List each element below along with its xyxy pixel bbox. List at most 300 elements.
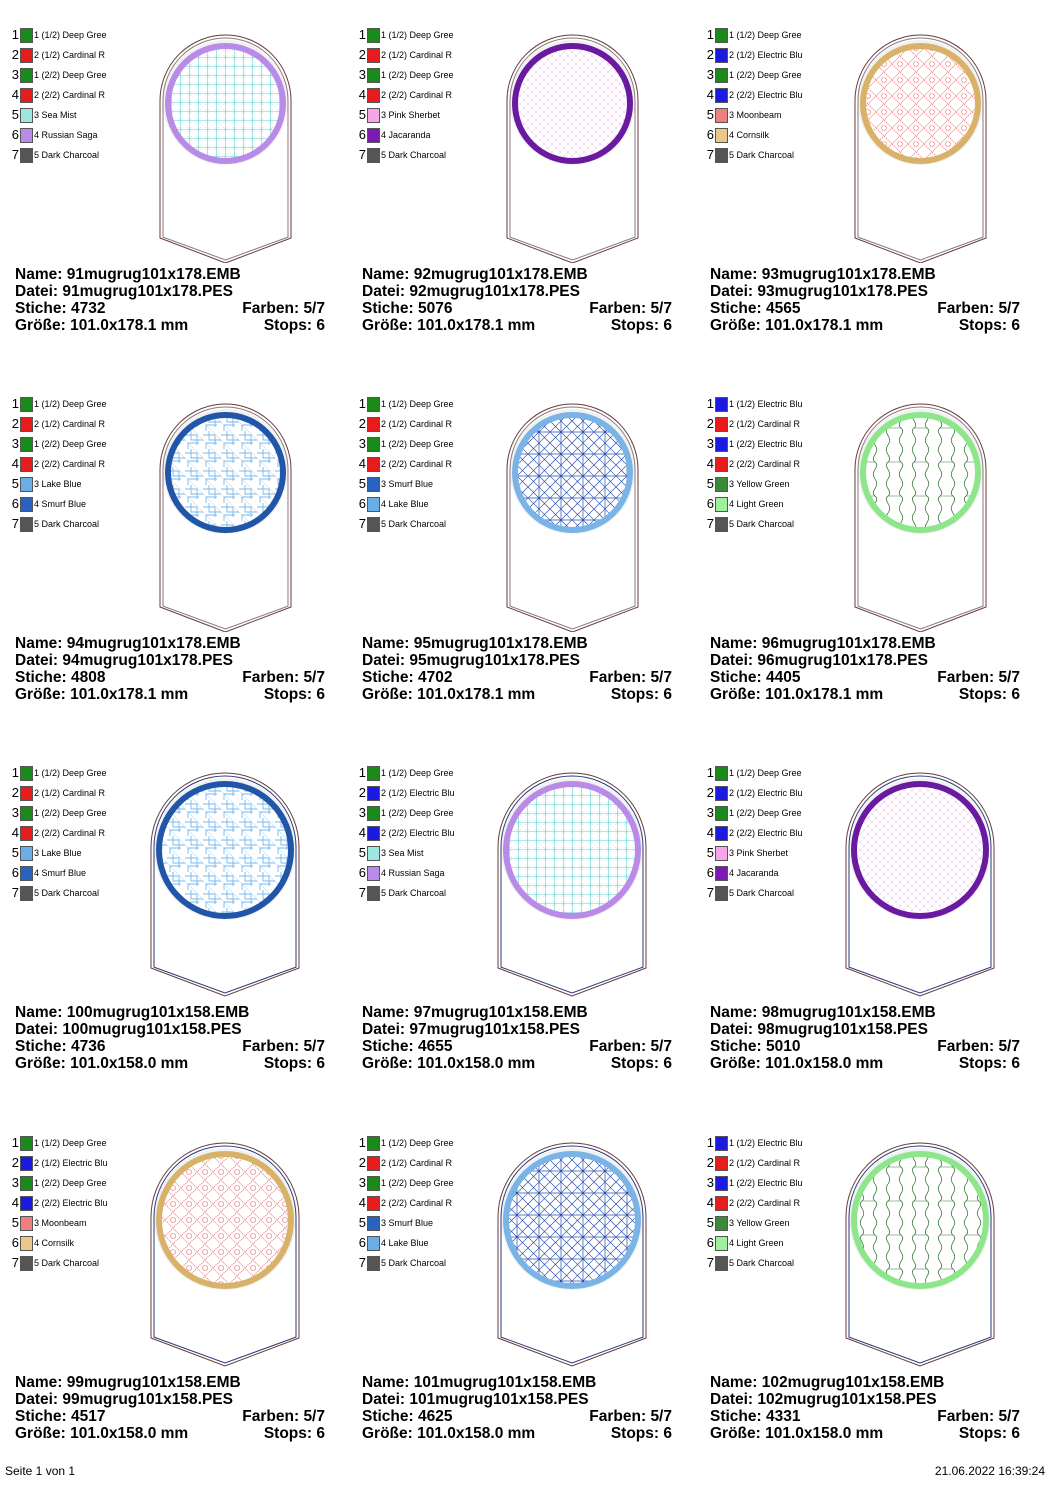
design-preview: [700, 8, 1030, 263]
colors-count: [937, 1408, 1020, 1425]
design-card: [5, 746, 335, 1096]
file-label: Datei:: [710, 1391, 754, 1408]
stops-count: [611, 686, 672, 703]
stops-value: 6: [1011, 1055, 1020, 1072]
stitches-line: [15, 669, 325, 686]
stops-value: 6: [663, 686, 672, 703]
design-size: 101.0x178.1 mm: [70, 686, 189, 703]
thread-name: 4 Lake Blue: [381, 499, 429, 509]
stops-label: Stops:: [610, 686, 660, 703]
name-label: Name:: [15, 1374, 63, 1391]
thread-number: 2: [358, 1155, 366, 1170]
thread-number: 1: [11, 27, 19, 42]
thread-number: 7: [11, 885, 19, 900]
name-line: [15, 266, 325, 283]
colors-label: Farben:: [937, 669, 995, 686]
thread-number: 3: [706, 436, 714, 451]
thread-name: 2 (2/2) Electric Blu: [34, 1198, 108, 1208]
design-preview: [352, 746, 682, 1001]
stops-count: [959, 317, 1020, 334]
colors-count: [242, 300, 325, 317]
stitches-line: [362, 1038, 672, 1055]
stitches-line: [710, 669, 1020, 686]
thread-name: 2 (1/2) Cardinal R: [381, 419, 453, 429]
thread-name: 5 Dark Charcoal: [729, 150, 795, 160]
colors-value: 5/7: [998, 669, 1020, 686]
name-line: [15, 1374, 325, 1391]
thread-name: 2 (1/2) Electric Blu: [34, 1158, 108, 1168]
print-datetime: 21.06.2022 16:39:24: [934, 1464, 1045, 1478]
design-info: [710, 1004, 1020, 1072]
stitches-label: Stiche:: [710, 669, 762, 686]
file-line: [15, 1021, 325, 1038]
thread-number: 5: [11, 476, 19, 491]
thread-name: 5 Dark Charcoal: [729, 1258, 795, 1268]
design-name: 91mugrug101x178.EMB: [66, 266, 241, 283]
stops-count: [264, 686, 325, 703]
stops-count: [959, 1425, 1020, 1442]
stops-value: 6: [1011, 1425, 1020, 1442]
stops-label: Stops:: [958, 1425, 1008, 1442]
thread-number: 6: [11, 865, 19, 880]
file-line: [15, 1391, 325, 1408]
size-label: Größe:: [15, 1055, 66, 1072]
colors-count: [242, 1408, 325, 1425]
stitch-count: 4736: [71, 1038, 106, 1055]
thread-name: 2 (2/2) Cardinal R: [34, 90, 106, 100]
file-label: Datei:: [15, 652, 59, 669]
colors-count: [937, 669, 1020, 686]
thread-number: 7: [706, 516, 714, 531]
thread-name: 4 Cornsilk: [729, 130, 770, 140]
stitches-line: [710, 1408, 1020, 1425]
thread-name: 5 Dark Charcoal: [729, 888, 795, 898]
thread-name: 4 Smurf Blue: [34, 499, 87, 509]
name-line: [362, 635, 672, 652]
name-label: Name:: [362, 1004, 410, 1021]
thread-name: 3 Smurf Blue: [381, 479, 434, 489]
thread-name: 1 (2/2) Deep Gree: [34, 808, 107, 818]
design-info: [710, 266, 1020, 334]
stops-value: 6: [316, 686, 325, 703]
thread-name: 4 Russian Saga: [34, 130, 98, 140]
thread-number: 5: [358, 476, 366, 491]
thread-name: 2 (2/2) Electric Blu: [381, 828, 455, 838]
thread-number: 4: [358, 825, 366, 840]
thread-name: 1 (1/2) Deep Gree: [381, 1138, 454, 1148]
design-card: [352, 8, 682, 358]
thread-name: 1 (2/2) Electric Blu: [729, 1178, 803, 1188]
design-info: [15, 1374, 325, 1442]
thread-number: 1: [358, 27, 366, 42]
thread-number: 5: [11, 107, 19, 122]
colors-label: Farben:: [242, 1408, 300, 1425]
thread-name: 3 Sea Mist: [381, 848, 424, 858]
size-line: [710, 686, 1020, 703]
size-label: Größe:: [362, 1425, 413, 1442]
design-info: [710, 635, 1020, 703]
design-file: 101mugrug101x158.PES: [409, 1391, 589, 1408]
thread-name: 5 Dark Charcoal: [34, 150, 100, 160]
design-card: [352, 1116, 682, 1466]
thread-name: 5 Dark Charcoal: [381, 888, 447, 898]
colors-value: 5/7: [303, 1038, 325, 1055]
stitch-count: 4331: [766, 1408, 801, 1425]
thread-name: 2 (1/2) Electric Blu: [729, 50, 803, 60]
thread-number: 7: [11, 516, 19, 531]
design-name: 94mugrug101x178.EMB: [66, 635, 241, 652]
size-label: Größe:: [362, 686, 413, 703]
stops-label: Stops:: [263, 317, 313, 334]
thread-name: 3 Pink Sherbet: [729, 848, 789, 858]
thread-name: 5 Dark Charcoal: [381, 1258, 447, 1268]
design-size: 101.0x158.0 mm: [765, 1425, 884, 1442]
colors-label: Farben:: [242, 1038, 300, 1055]
design-card: [700, 1116, 1030, 1466]
thread-number: 6: [11, 496, 19, 511]
stitches-label: Stiche:: [15, 300, 67, 317]
design-file: 97mugrug101x158.PES: [409, 1021, 580, 1038]
file-label: Datei:: [15, 283, 59, 300]
thread-number: 7: [358, 885, 366, 900]
thread-name: 2 (2/2) Cardinal R: [381, 90, 453, 100]
thread-number: 1: [358, 1135, 366, 1150]
thread-name: 2 (2/2) Cardinal R: [729, 1198, 801, 1208]
size-line: [710, 1055, 1020, 1072]
design-info: [15, 1004, 325, 1072]
design-file: 100mugrug101x158.PES: [62, 1021, 242, 1038]
thread-number: 6: [706, 496, 714, 511]
thread-name: 3 Smurf Blue: [381, 1218, 434, 1228]
colors-label: Farben:: [937, 300, 995, 317]
thread-name: 3 Sea Mist: [34, 110, 77, 120]
thread-number: 7: [11, 147, 19, 162]
design-file: 96mugrug101x178.PES: [757, 652, 928, 669]
thread-number: 2: [358, 47, 366, 62]
thread-name: 1 (1/2) Deep Gree: [34, 399, 107, 409]
colors-value: 5/7: [303, 1408, 325, 1425]
thread-number: 5: [11, 1215, 19, 1230]
thread-number: 1: [706, 1135, 714, 1150]
size-label: Größe:: [710, 686, 761, 703]
design-preview: [700, 1116, 1030, 1371]
file-line: [362, 1021, 672, 1038]
file-line: [710, 1021, 1020, 1038]
stops-label: Stops:: [263, 686, 313, 703]
name-line: [710, 1004, 1020, 1021]
thread-number: 7: [358, 147, 366, 162]
thread-number: 2: [706, 785, 714, 800]
stitches-label: Stiche:: [362, 300, 414, 317]
design-info: [15, 266, 325, 334]
file-line: [710, 1391, 1020, 1408]
colors-value: 5/7: [303, 669, 325, 686]
thread-name: 2 (1/2) Cardinal R: [34, 788, 106, 798]
stops-label: Stops:: [263, 1425, 313, 1442]
name-label: Name:: [362, 635, 410, 652]
thread-number: 4: [706, 1195, 714, 1210]
name-label: Name:: [710, 1004, 758, 1021]
stitches-line: [15, 1038, 325, 1055]
thread-number: 3: [11, 1175, 19, 1190]
stitch-count: 4702: [418, 669, 453, 686]
stitch-count: 4625: [418, 1408, 453, 1425]
stitch-count: 4808: [71, 669, 106, 686]
stops-value: 6: [663, 317, 672, 334]
thread-name: 1 (2/2) Deep Gree: [381, 808, 454, 818]
colors-count: [937, 300, 1020, 317]
design-preview: [352, 8, 682, 263]
colors-count: [937, 1038, 1020, 1055]
thread-number: 3: [706, 805, 714, 820]
thread-name: 4 Smurf Blue: [34, 868, 87, 878]
thread-name: 2 (2/2) Cardinal R: [34, 828, 106, 838]
stitch-count: 4517: [71, 1408, 106, 1425]
name-label: Name:: [15, 1004, 63, 1021]
thread-name: 2 (1/2) Cardinal R: [381, 50, 453, 60]
thread-name: 1 (2/2) Electric Blu: [729, 439, 803, 449]
thread-name: 1 (1/2) Electric Blu: [729, 399, 803, 409]
colors-count: [242, 1038, 325, 1055]
stitches-label: Stiche:: [362, 669, 414, 686]
thread-number: 6: [358, 1235, 366, 1250]
name-line: [710, 1374, 1020, 1391]
thread-number: 3: [706, 1175, 714, 1190]
stops-count: [611, 1425, 672, 1442]
file-line: [362, 283, 672, 300]
thread-name: 4 Light Green: [729, 499, 784, 509]
thread-number: 3: [358, 436, 366, 451]
thread-name: 5 Dark Charcoal: [34, 888, 100, 898]
stops-label: Stops:: [958, 1055, 1008, 1072]
design-preview: [5, 377, 335, 632]
thread-name: 3 Lake Blue: [34, 848, 82, 858]
design-card: [700, 377, 1030, 727]
thread-number: 6: [358, 865, 366, 880]
thread-name: 1 (2/2) Deep Gree: [381, 439, 454, 449]
stitches-label: Stiche:: [15, 1038, 67, 1055]
thread-number: 6: [11, 1235, 19, 1250]
design-card: [700, 8, 1030, 358]
design-name: 95mugrug101x178.EMB: [413, 635, 588, 652]
stitches-line: [362, 300, 672, 317]
thread-name: 1 (2/2) Deep Gree: [729, 70, 802, 80]
thread-number: 7: [706, 885, 714, 900]
file-label: Datei:: [710, 1021, 754, 1038]
design-preview: [5, 8, 335, 263]
thread-number: 4: [706, 825, 714, 840]
stops-label: Stops:: [610, 1055, 660, 1072]
thread-name: 4 Russian Saga: [381, 868, 445, 878]
stops-value: 6: [663, 1055, 672, 1072]
thread-number: 6: [358, 127, 366, 142]
size-line: [15, 1055, 325, 1072]
design-info: [710, 1374, 1020, 1442]
stitches-label: Stiche:: [15, 669, 67, 686]
size-label: Größe:: [710, 317, 761, 334]
thread-name: 3 Moonbeam: [34, 1218, 87, 1228]
thread-number: 5: [358, 107, 366, 122]
stitch-count: 4565: [766, 300, 801, 317]
file-line: [15, 652, 325, 669]
design-card: [352, 746, 682, 1096]
thread-number: 4: [358, 456, 366, 471]
design-file: 102mugrug101x158.PES: [757, 1391, 937, 1408]
thread-name: 1 (1/2) Deep Gree: [729, 768, 802, 778]
stitches-line: [362, 669, 672, 686]
stops-value: 6: [1011, 686, 1020, 703]
thread-name: 2 (2/2) Cardinal R: [729, 459, 801, 469]
thread-number: 3: [11, 805, 19, 820]
thread-name: 2 (2/2) Cardinal R: [34, 459, 106, 469]
stitches-label: Stiche:: [710, 1408, 762, 1425]
stops-count: [611, 317, 672, 334]
colors-count: [589, 1408, 672, 1425]
thread-number: 7: [358, 1255, 366, 1270]
thread-number: 5: [706, 845, 714, 860]
design-preview: [700, 377, 1030, 632]
thread-number: 6: [11, 127, 19, 142]
thread-number: 2: [706, 47, 714, 62]
name-label: Name:: [710, 266, 758, 283]
thread-number: 6: [706, 865, 714, 880]
name-line: [362, 1004, 672, 1021]
design-file: 95mugrug101x178.PES: [409, 652, 580, 669]
colors-value: 5/7: [998, 300, 1020, 317]
stitch-count: 4732: [71, 300, 106, 317]
thread-number: 2: [358, 785, 366, 800]
design-card: [5, 1116, 335, 1466]
thread-number: 1: [706, 396, 714, 411]
stops-value: 6: [316, 1425, 325, 1442]
design-preview: [5, 746, 335, 1001]
thread-name: 1 (1/2) Deep Gree: [34, 30, 107, 40]
size-line: [710, 317, 1020, 334]
file-label: Datei:: [362, 1021, 406, 1038]
name-line: [362, 1374, 672, 1391]
size-label: Größe:: [15, 686, 66, 703]
stops-value: 6: [663, 1425, 672, 1442]
design-preview: [352, 377, 682, 632]
thread-number: 1: [706, 27, 714, 42]
thread-name: 1 (2/2) Deep Gree: [34, 70, 107, 80]
design-size: 101.0x158.0 mm: [765, 1055, 884, 1072]
thread-number: 1: [358, 396, 366, 411]
design-info: [362, 266, 672, 334]
thread-number: 3: [358, 67, 366, 82]
stops-count: [611, 1055, 672, 1072]
thread-number: 5: [706, 476, 714, 491]
design-file: 91mugrug101x178.PES: [62, 283, 233, 300]
design-size: 101.0x178.1 mm: [417, 686, 536, 703]
size-label: Größe:: [362, 1055, 413, 1072]
design-preview: [352, 1116, 682, 1371]
file-label: Datei:: [710, 283, 754, 300]
stitches-label: Stiche:: [362, 1408, 414, 1425]
colors-label: Farben:: [242, 669, 300, 686]
design-size: 101.0x158.0 mm: [417, 1055, 536, 1072]
design-file: 98mugrug101x158.PES: [757, 1021, 928, 1038]
thread-name: 5 Dark Charcoal: [381, 150, 447, 160]
thread-name: 4 Cornsilk: [34, 1238, 75, 1248]
thread-name: 5 Dark Charcoal: [34, 519, 100, 529]
thread-name: 4 Jacaranda: [381, 130, 431, 140]
stitches-line: [15, 1408, 325, 1425]
thread-name: 3 Moonbeam: [729, 110, 782, 120]
thread-number: 6: [358, 496, 366, 511]
file-label: Datei:: [362, 283, 406, 300]
stitches-label: Stiche:: [362, 1038, 414, 1055]
thread-number: 4: [11, 87, 19, 102]
thread-name: 2 (2/2) Electric Blu: [729, 90, 803, 100]
design-name: 93mugrug101x178.EMB: [761, 266, 936, 283]
design-name: 92mugrug101x178.EMB: [413, 266, 588, 283]
thread-number: 2: [11, 47, 19, 62]
design-size: 101.0x158.0 mm: [417, 1425, 536, 1442]
stitches-label: Stiche:: [15, 1408, 67, 1425]
thread-name: 1 (1/2) Deep Gree: [34, 1138, 107, 1148]
colors-count: [589, 1038, 672, 1055]
name-line: [710, 635, 1020, 652]
design-size: 101.0x178.1 mm: [417, 317, 536, 334]
design-info: [362, 635, 672, 703]
thread-number: 1: [706, 765, 714, 780]
colors-label: Farben:: [589, 669, 647, 686]
stitch-count: 5076: [418, 300, 453, 317]
thread-name: 1 (2/2) Deep Gree: [381, 1178, 454, 1188]
thread-number: 3: [358, 1175, 366, 1190]
stops-label: Stops:: [610, 1425, 660, 1442]
design-size: 101.0x178.1 mm: [70, 317, 189, 334]
size-label: Größe:: [15, 317, 66, 334]
colors-value: 5/7: [650, 669, 672, 686]
thread-number: 3: [358, 805, 366, 820]
size-label: Größe:: [362, 317, 413, 334]
size-label: Größe:: [15, 1425, 66, 1442]
file-line: [362, 652, 672, 669]
colors-label: Farben:: [937, 1408, 995, 1425]
name-label: Name:: [15, 266, 63, 283]
thread-name: 1 (1/2) Deep Gree: [729, 30, 802, 40]
design-file: 93mugrug101x178.PES: [757, 283, 928, 300]
design-size: 101.0x178.1 mm: [765, 317, 884, 334]
size-line: [15, 686, 325, 703]
thread-name: 2 (2/2) Cardinal R: [381, 1198, 453, 1208]
thread-name: 4 Light Green: [729, 1238, 784, 1248]
design-size: 101.0x178.1 mm: [765, 686, 884, 703]
design-file: 99mugrug101x158.PES: [62, 1391, 233, 1408]
thread-number: 2: [358, 416, 366, 431]
size-line: [362, 1055, 672, 1072]
thread-number: 5: [358, 845, 366, 860]
stops-value: 6: [316, 317, 325, 334]
thread-name: 3 Lake Blue: [34, 479, 82, 489]
design-card: [700, 746, 1030, 1096]
colors-label: Farben:: [242, 300, 300, 317]
colors-value: 5/7: [998, 1408, 1020, 1425]
thread-name: 5 Dark Charcoal: [729, 519, 795, 529]
thread-name: 4 Jacaranda: [729, 868, 779, 878]
file-line: [15, 283, 325, 300]
thread-number: 3: [11, 67, 19, 82]
stitches-line: [710, 1038, 1020, 1055]
thread-name: 2 (1/2) Cardinal R: [729, 1158, 801, 1168]
thread-number: 1: [11, 765, 19, 780]
file-line: [710, 652, 1020, 669]
design-name: 97mugrug101x158.EMB: [413, 1004, 588, 1021]
size-line: [15, 317, 325, 334]
thread-name: 2 (1/2) Cardinal R: [729, 419, 801, 429]
